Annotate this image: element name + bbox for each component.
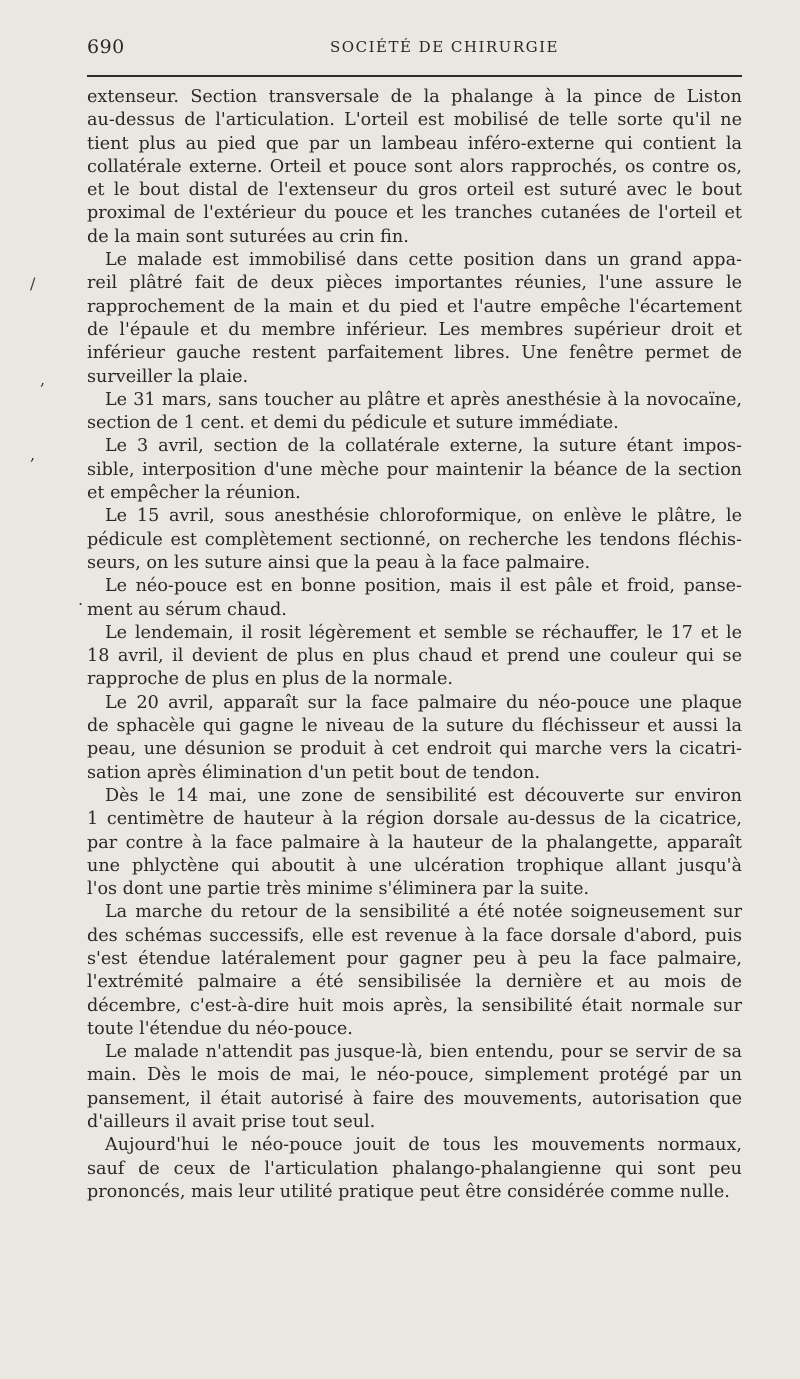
text-line: collatérale externe. Orteil et pouce sont alors rapprochés, os contre os, [87,156,742,177]
text-line: main. Dès le mois de mai, le néo-pouce, simplement protégé par un [87,1065,742,1086]
paragraph [87,1041,742,1134]
paragraph [87,389,742,436]
text-line: reil plâtré fait de deux pièces importantes réunies, l'une assure le [87,273,742,294]
text-line: d'ailleurs il avait prise tout seul. [87,1112,376,1133]
text-line: l'os dont une partie très minime s'éliminera par la suite. [87,879,590,900]
margin-mark: , [40,370,46,389]
text-line: tient plus au pied que par un lambeau inféro-externe qui contient la [87,133,742,154]
text-line: Le lendemain, il rosit légèrement et semble se réchauffer, le 17 et le [105,622,742,643]
paragraph [87,785,742,901]
text-line: Le malade est immobilisé dans cette position dans un grand appa- [105,250,742,271]
margin-mark: , [30,445,36,464]
margin-mark: . [78,590,84,609]
paragraph [87,86,742,249]
page-header [87,36,742,62]
text-line: une phlyctène qui aboutit à une ulcération trophique allant jusqu'à [87,855,742,876]
text-line: des schémas successifs, elle est revenue à la face dorsale d'abord, puis [87,925,742,946]
text-line: extenseur. Section transversale de la phalange à la pince de Liston [87,87,742,107]
text-line: de sphacèle qui gagne le niveau de la suture du fléchisseur et aussi la [87,716,742,737]
text-line: Le malade n'attendit pas jusque-là, bien entendu, pour se servir de sa [105,1042,742,1063]
text-line: toute l'étendue du néo-pouce. [87,1018,353,1039]
margin-mark: / [30,274,36,293]
text-line: 1 centimètre de hauteur à la région dorsale au-dessus de la cicatrice, [87,809,742,830]
text-line: l'extrémité palmaire a été sensibilisée la dernière et au mois de [87,972,742,993]
text-line: et empêcher la réunion. [87,483,301,504]
text-line: et le bout distal de l'extenseur du gros orteil est suturé avec le bout [87,180,742,201]
text-line: de la main sont suturées au crin fin. [87,226,409,247]
text-line: décembre, c'est-à-dire huit mois après, la sensibilité était normale sur [87,995,742,1016]
paragraph [87,901,742,1041]
text-line: rapprochement de la main et du pied et l'autre empêche l'écartement [87,296,742,317]
text-line: rapproche de plus en plus de la normale. [87,669,454,690]
text-line: Aujourd'hui le néo-pouce jouit de tous les mouvements normaux, [105,1135,742,1156]
text-line: par contre à la face palmaire à la hauteur de la phalangette, apparaît [87,832,742,853]
text-line: proximal de l'extérieur du pouce et les tranches cutanées de l'orteil et [87,203,742,224]
paragraph [87,622,742,692]
text-line: sation après élimination d'un petit bout de tendon. [87,762,541,783]
body-text [87,86,742,1204]
text-line: Le néo-pouce est en bonne position, mais il est pâle et froid, panse- [105,576,742,597]
text-line: surveiller la plaie. [87,366,249,387]
text-line: inférieur gauche restent parfaitement libres. Une fenêtre permet de [87,343,742,364]
text-line: Le 15 avril, sous anesthésie chloroformique, on enlève le plâtre, le [105,506,742,527]
paragraph [87,505,742,575]
text-line: La marche du retour de la sensibilité a été notée soigneusement sur [105,902,742,923]
running-title: SOCIÉTÉ DE CHIRURGIE [330,38,559,56]
header-rule [87,75,742,77]
page-number: 690 [87,36,125,58]
text-line: Le 3 avril, section de la collatérale externe, la suture étant impos- [105,436,742,457]
text-line: au-dessus de l'articulation. L'orteil est mobilisé de telle sorte qu'il ne [87,110,742,131]
text-line: ment au sérum chaud. [87,599,287,620]
text-line: section de 1 cent. et demi du pédicule et suture immédiate. [87,413,619,434]
text-line: Le 20 avril, apparaît sur la face palmaire du néo-pouce une plaque [105,692,742,713]
text-line: Dès le 14 mai, une zone de sensibilité est découverte sur environ [105,785,742,806]
text-line: prononcés, mais leur utilité pratique peut être considérée comme nulle. [87,1181,730,1202]
text-line: s'est étendue latéralement pour gagner peu à peu la face palmaire, [87,948,742,969]
text-line: Le 31 mars, sans toucher au plâtre et après anesthésie à la novocaïne, [105,389,742,410]
text-line: sauf de ceux de l'articulation phalango-phalangienne qui sont peu [87,1158,742,1179]
text-line: peau, une désunion se produit à cet endroit qui marche vers la cicatri- [87,739,742,760]
paragraph [87,692,742,785]
paragraph [87,435,742,505]
text-line: seurs, on les suture ainsi que la peau à la face palmaire. [87,552,591,573]
paragraph [87,249,742,389]
text-line: 18 avril, il devient de plus en plus chaud et prend une couleur qui se [87,646,742,667]
text-line: pédicule est complètement sectionné, on recherche les tendons fléchis- [87,529,742,550]
text-line: pansement, il était autorisé à faire des mouvements, autorisation que [87,1088,742,1109]
paragraph [87,575,742,622]
paragraph [87,1134,742,1204]
text-line: de l'épaule et du membre inférieur. Les membres supérieur droit et [87,319,742,340]
text-line: sible, interposition d'une mèche pour maintenir la béance de la section [87,459,742,480]
